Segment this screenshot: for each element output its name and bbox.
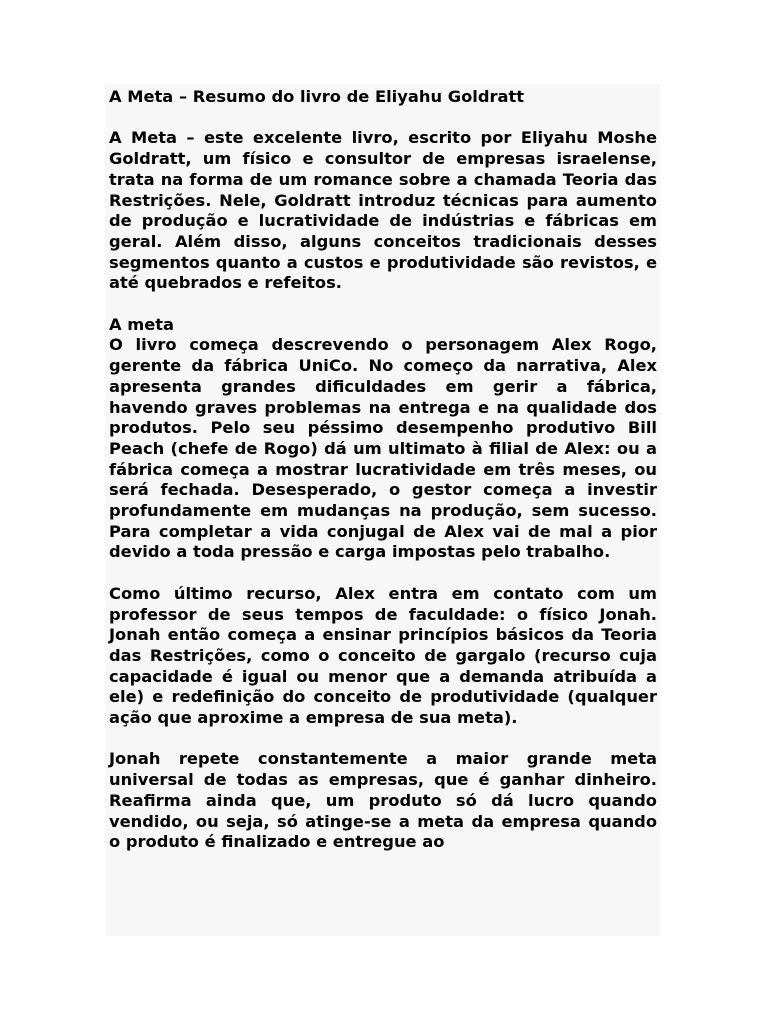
paragraph-spacer — [109, 729, 657, 750]
paragraph-spacer — [109, 563, 657, 584]
paragraph-spacer — [109, 294, 657, 315]
document-text-block — [105, 84, 660, 936]
section-heading: A meta — [109, 314, 175, 334]
intro-paragraph: A Meta – este excelente livro, escrito por Eliyahu Moshe Goldratt, um físico e consultor de empresas israelense, trata na forma de um romance sobre a chamada Teoria das Restrições. Nele, Goldratt introduz técnicas para aumento de produção e lucratividade de indústrias e fábricas em geral. Além disso, alguns conceitos tradicionais desses segmentos quanto a custos e produtividade são revistos, e até quebrados e refeitos. — [109, 128, 657, 293]
paragraph-spacer — [109, 108, 657, 129]
body-paragraph-2: Como último recurso, Alex entra em contato com um professor de seus tempos de faculdade: o físico Jonah. Jonah então começa a ensinar princípios básicos da Teoria das Restrições, como o conceito de gargalo (recurso cuja capacidade é igual ou menor que a demanda atribuída a ele) e redefinição do conceito de produtividade (qualquer ação que aproxime a empresa de sua meta). — [109, 583, 657, 728]
body-paragraph-3: Jonah repete constantemente a maior grande meta universal de todas as empresas, que é ganhar dinheiro. Reafirma ainda que, um produto só dá lucro quando vendido, ou seja, só atinge-se a meta da empresa quando o produto é finalizado e entregue ao — [109, 749, 657, 852]
document-title: A Meta – Resumo do livro de Eliyahu Goldratt — [109, 87, 525, 106]
body-paragraph-1: O livro começa descrevendo o personagem Alex Rogo, gerente da fábrica UniCo. No começo da narrativa, Alex apresenta grandes dificuldades em gerir a fábrica, havendo graves problemas na entrega e na qualidade dos produtos. Pelo seu péssimo desempenho produtivo Bill Peach (chefe de Rogo) dá um ultimato à filial de Alex: ou a fábrica começa a mostrar lucratividade em três meses, ou será fechada. Desesperado, o gestor começa a investir profundamente em mudanças na produção, sem sucesso. Para completar a vida conjugal de Alex vai de mal a pior devido a toda pressão e carga impostas pelo trabalho. — [109, 335, 657, 562]
